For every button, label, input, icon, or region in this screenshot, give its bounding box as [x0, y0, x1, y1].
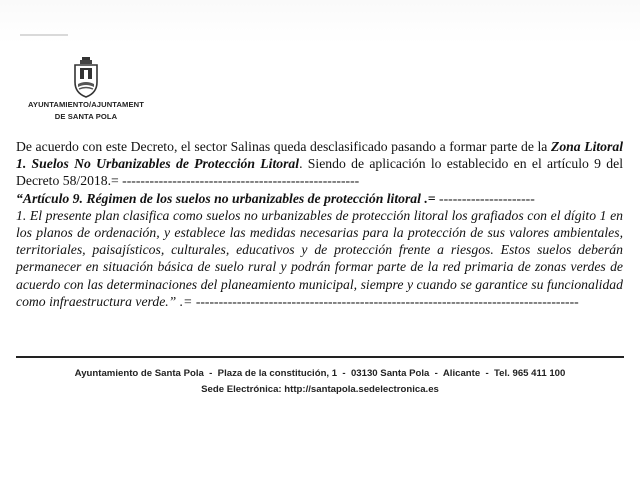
document-body [16, 138, 623, 310]
article-closing-dashes: ------------------------------------------------------------------------------------ [192, 293, 579, 309]
article-heading: “Artículo 9. Régimen de los suelos no urbanizables de protección litoral .= [16, 190, 436, 206]
paragraph-intro: De acuerdo con este Decreto, el sector Salinas queda desclasificado pasando a formar parte de la [16, 139, 551, 154]
article-heading-line [16, 190, 623, 207]
letterhead-line-2: DE SANTA POLA [54, 112, 118, 121]
top-faint-mark [20, 34, 68, 36]
paragraph-decree [16, 138, 623, 190]
paragraph-rest: . Siendo de aplicación lo establecido en el artículo 9 del Decreto 58/2018.= ---------------------------------------------------- [16, 156, 624, 189]
coat-of-arms-icon [72, 56, 100, 98]
footer-sede: Sede Electrónica: http://santapola.sedelectronica.es [201, 384, 439, 395]
footer-address: Ayuntamiento de Santa Pola - Plaza de la constitución, 1 - 03130 Santa Pola - Alicante - Tel. 965 411 100 [74, 368, 566, 379]
page-top-band [0, 0, 640, 44]
letterhead-line-1: AYUNTAMIENTO/AJUNTAMENT [28, 100, 144, 109]
article-body-text: 1. El presente plan clasifica como suelos no urbanizables de protección litoral los grafiados con el dígito 1 en los planos de ordenación, y establece las medidas necesarias para la protección de sus valores ambientales, territoriales, paisajísticos, culturales, educativos y de protección frente a riesgos. Estos suelos deberán permanecer en situación básica de suelo rural y podrán formar parte de la red primaria de zonas verdes de acuerdo con las determinaciones del planeamiento municipal, siempre y cuando se garantice su funcionalidad como infraestructura verde.” .= [16, 207, 623, 309]
article-heading-dashes: --------------------- [435, 190, 535, 206]
page-footer [0, 366, 640, 398]
letterhead-logo [18, 56, 154, 126]
zone-title: Zona Litoral 1. Suelos No Urbanizables de Protección Litoral [16, 139, 623, 172]
article-body [16, 207, 623, 310]
footer-divider [16, 356, 624, 358]
